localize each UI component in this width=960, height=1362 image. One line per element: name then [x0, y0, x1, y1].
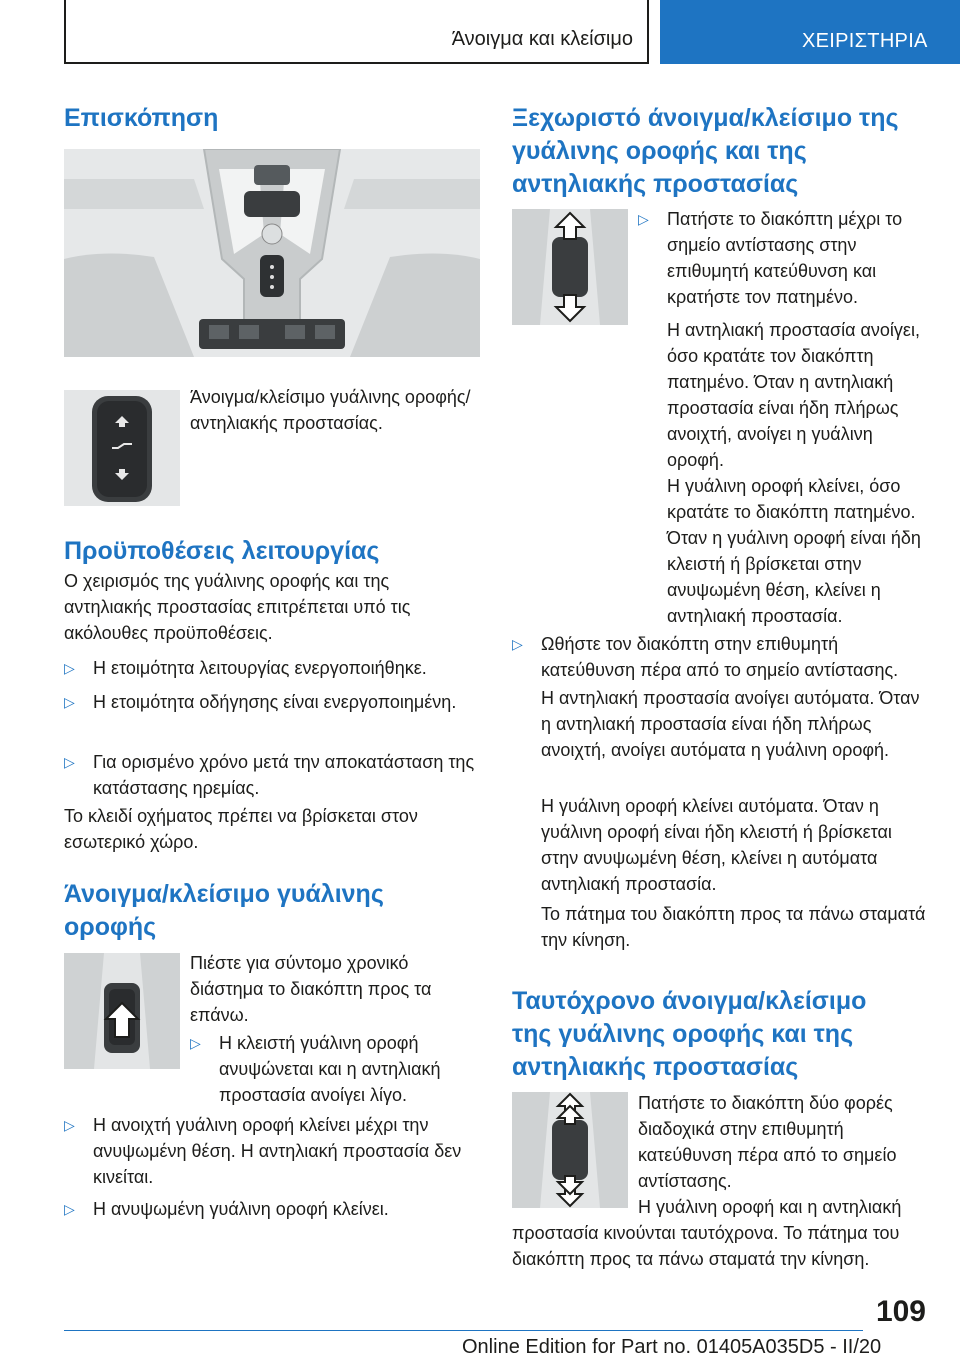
separate-para: Η αντηλιακή προστασία ανοίγει, όσο κρατάτε τον διακόπτη πατημένο. Όταν η αντηλιακή προστασία είναι ήδη πλήρως ανοιχτή, ανοίγει η γυάλινη οροφή. — [667, 320, 920, 470]
prerequisite-item: ▷ Η ετοιμότητα λειτουργίας ενεργοποιήθηκε. — [64, 655, 478, 681]
separate-item: ▷ Ωθήστε τον διακόπτη στην επιθυμητή κατεύθυνση πέρα από το σημείο αντίστασης. — [512, 631, 926, 683]
bullet-triangle-icon: ▷ — [64, 1117, 75, 1133]
header-section-title: Άνοιγμα και κλείσιμο — [451, 28, 633, 50]
header-chapter-box — [660, 0, 960, 64]
footer-divider — [64, 1330, 863, 1331]
header-chapter-title: ΧΕΙΡΙΣΤΗΡΙΑ — [802, 30, 928, 52]
bullet-triangle-icon: ▷ — [64, 694, 75, 710]
separate-item: ▷ Πατήστε το διακόπτη μέχρι το σημείο αντίστασης στην επιθυμητή κατεύθυνση και κρατήστε τον πατημένο. — [638, 206, 928, 310]
roof-sub-item: ▷ Η κλειστή γυάλινη οροφή ανυψώνεται και η αντηλιακή προστασία ανοίγει λίγο. — [190, 1030, 478, 1108]
bullet-triangle-icon: ▷ — [190, 1035, 201, 1051]
roof-heading: Άνοιγμα/κλείσιμο γυάλινης οροφής — [64, 880, 384, 941]
bullet-triangle-icon: ▷ — [638, 211, 649, 227]
bullet-triangle-icon: ▷ — [64, 1201, 75, 1217]
header-section-box — [64, 0, 649, 64]
switch-press-up-photo — [64, 953, 180, 1069]
separate-para: Η γυάλινη οροφή κλείνει αυτόματα. Όταν η γυάλινη οροφή είναι ήδη κλειστή ή βρίσκεται στην ανυψωμένη θέση, κλείνει η αυτόματα αντηλιακή προστασία. — [541, 796, 892, 894]
bullet-triangle-icon: ▷ — [512, 636, 523, 652]
switch-up-down-photo — [512, 209, 628, 325]
edition-note: Online Edition for Part no. 01405A035D5 - II/20 — [462, 1336, 882, 1358]
prerequisite-item: ▷ Η ετοιμότητα οδήγησης είναι ενεργοποιημένη. — [64, 689, 478, 715]
roof-intro: Πιέστε για σύντομο χρονικό διάστημα το διακόπτη προς τα επάνω. — [190, 953, 432, 1025]
prerequisite-item: ▷ Για ορισμένο χρόνο μετά την αποκατάσταση της κατάστασης ηρεμίας. — [64, 749, 478, 801]
prerequisites-intro: Ο χειρισμός της γυάλινης οροφής και της αντηλιακής προστασίας επιτρέπεται υπό τις ακόλουθες προϋποθέσεις. — [64, 571, 411, 643]
prerequisites-heading: Προϋποθέσεις λειτουργίας — [64, 537, 380, 565]
separate-para: Το πάτημα του διακόπτη προς τα πάνω σταματά την κίνηση. — [541, 904, 926, 950]
separate-para: Η γυάλινη οροφή κλείνει, όσο κρατάτε το διακόπτη πατημένο. Όταν η γυάλινη οροφή είναι ήδη κλειστή ή βρίσκεται στην ανυψωμένη θέση, κλείνει η αντηλιακή προστασία. — [667, 476, 921, 626]
prerequisites-note: Το κλειδί οχήματος πρέπει να βρίσκεται στον εσωτερικό χώρο. — [64, 806, 418, 852]
bullet-triangle-icon: ▷ — [64, 754, 75, 770]
simultaneous-para: Η γυάλινη οροφή και η αντηλιακή προστασία κινούνται ταυτόχρονα. Το πάτημα του διακόπτη προς τα πάνω σταματά την κίνηση. — [512, 1197, 902, 1269]
simultaneous-intro: Πατήστε το διακόπτη δύο φορές διαδοχικά στην επιθυμητή κατεύθυνση πέρα από το σημείο αντίστασης. — [638, 1093, 897, 1191]
switch-closeup-photo — [64, 390, 180, 506]
roof-console-photo — [64, 149, 480, 357]
roof-item: ▷ Η ανυψωμένη γυάλινη οροφή κλείνει. — [64, 1196, 478, 1222]
separate-para: Η αντηλιακή προστασία ανοίγει αυτόματα. Όταν η αντηλιακή προστασία είναι ήδη πλήρως ανοιχτή, ανοίγει αυτόματα η γυάλινη οροφή. — [541, 688, 920, 760]
separate-heading: Ξεχωριστό άνοιγμα/κλείσιμο της γυάλινης οροφής και της αντηλιακής προστασίας — [512, 104, 899, 198]
bullet-triangle-icon: ▷ — [64, 660, 75, 676]
overview-heading: Επισκόπηση — [64, 104, 219, 132]
overview-caption: Άνοιγμα/κλείσιμο γυάλινης οροφής/αντηλιακής προστασίας. — [190, 387, 471, 433]
simultaneous-heading: Ταυτόχρονο άνοιγμα/κλείσιμο της γυάλινης οροφής και της αντηλιακής προστασίας — [512, 987, 867, 1081]
page-number: 109 — [875, 1295, 926, 1328]
switch-double-press-photo — [512, 1092, 628, 1208]
roof-item: ▷ Η ανοιχτή γυάλινη οροφή κλείνει μέχρι την ανυψωμένη θέση. Η αντηλιακή προστασία δεν κινείται. — [64, 1112, 478, 1190]
